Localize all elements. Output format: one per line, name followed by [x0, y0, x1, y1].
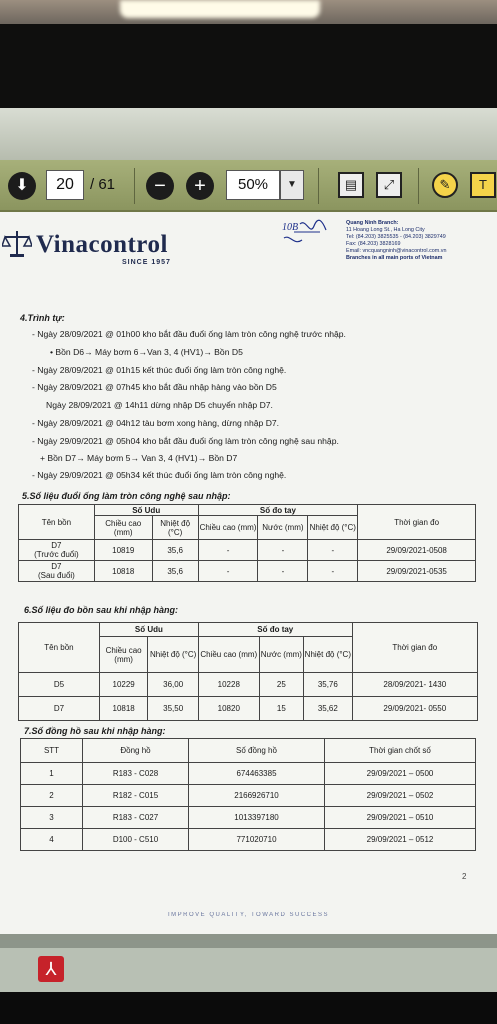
table-row [19, 697, 478, 721]
table6-cell-temp: 35,50 [148, 697, 199, 721]
table5-cell-tank: D7 (Sau đuổi) [19, 561, 95, 582]
table6-cell-temp: 36,00 [148, 673, 199, 697]
table-row [21, 785, 476, 807]
table5-cell-water: - [258, 540, 308, 561]
table7-cell-meter: R183 - C028 [83, 763, 189, 785]
table5-cell-water: - [258, 561, 308, 582]
table7-cell-reading: 674463385 [189, 763, 325, 785]
taskbar [0, 948, 497, 992]
footer-slogan: IMPROVE QUALITY, TOWARD SUCCESS [168, 912, 329, 918]
table5-cell-manual-temp: - [308, 561, 358, 582]
table6-cell-manual-height: 10820 [198, 697, 259, 721]
table7-cell-stt: 2 [21, 785, 83, 807]
table6-cell-water: 15 [259, 697, 303, 721]
table5-col-time: Thời gian đo [358, 505, 476, 540]
table7-cell-reading: 2166926710 [189, 785, 325, 807]
toolbar-separator [418, 168, 419, 204]
table6-cell-time: 28/09/2021- 1430 [352, 673, 477, 697]
branch-note: Branches in all main ports of Vietnam [346, 255, 443, 261]
table5-heading: 5.Số liệu đuổi ống làm tròn công nghệ sau nhập: [22, 491, 231, 501]
table7-cell-reading: 771020710 [189, 829, 325, 851]
pdf-toolbar [0, 160, 497, 212]
table5-cell-manual-temp: - [308, 540, 358, 561]
procedure-line: + Bồn D7→ Máy bơm 5→ Van 3, 4 (HV1)→ Bồn D7 [40, 453, 238, 463]
table7-cell-reading: 1013397180 [189, 807, 325, 829]
typewriter-tool-icon[interactable]: T [470, 172, 496, 198]
table7-cell-meter: R183 - C027 [83, 807, 189, 829]
table6-sub-temp: Nhiệt độ (°C) [148, 637, 199, 673]
table5-cell-tank: D7 (Trước đuổi) [19, 540, 95, 561]
procedure-line: - Ngày 28/09/2021 @ 07h45 kho bắt đầu nhập hàng vào bồn D5 [32, 382, 277, 392]
table6-cell-manual-height: 10228 [198, 673, 259, 697]
procedure-line: - Ngày 28/09/2021 @ 01h15 kết thúc đuổi ống làm tròn công nghệ. [32, 365, 287, 375]
pdf-page [0, 212, 497, 934]
table5-cell-time: 29/09/2021-0535 [358, 561, 476, 582]
table5-cell-temp: 35,6 [152, 540, 198, 561]
toolbar-separator [134, 168, 135, 204]
svg-text:10B: 10B [282, 222, 299, 233]
table5-cell-height: 10819 [94, 540, 152, 561]
table6-cell-manual-temp: 35,62 [304, 697, 353, 721]
monitor-bezel-bottom [0, 992, 497, 1024]
table7-cell-time: 29/09/2021 – 0510 [325, 807, 476, 829]
procedure-line: - Ngày 28/09/2021 @ 04h12 tàu bơm xong hàng, dừng nhập D7. [32, 418, 280, 428]
table-row [19, 673, 478, 697]
table7-cell-meter: D100 - C510 [83, 829, 189, 851]
table6-sub-manual-temp: Nhiệt độ (°C) [304, 637, 353, 673]
table7-col-stt: STT [21, 739, 83, 763]
comment-icon[interactable]: ✎ [432, 172, 458, 198]
table7-cell-stt: 3 [21, 807, 83, 829]
table-row [19, 561, 476, 582]
table6-cell-height: 10818 [99, 697, 148, 721]
table5-group-manual: Số đo tay [198, 505, 358, 516]
light-glow [120, 0, 320, 18]
table7-col-meter: Đồng hồ [83, 739, 189, 763]
procedure-line: - Ngày 29/09/2021 @ 05h34 kết thúc đuổi ống làm tròn công nghệ. [32, 470, 287, 480]
table7-cell-time: 29/09/2021 – 0512 [325, 829, 476, 851]
table5-sub-temp: Nhiệt độ (°C) [152, 516, 198, 540]
table7-cell-time: 29/09/2021 – 0500 [325, 763, 476, 785]
table5-sub-height: Chiều cao (mm) [94, 516, 152, 540]
table5-sub-manual-temp: Nhiệt độ (°C) [308, 516, 358, 540]
table6-col-tank: Tên bồn [19, 623, 100, 673]
table6-sub-height: Chiều cao (mm) [99, 637, 148, 673]
table6-cell-height: 10229 [99, 673, 148, 697]
zoom-in-icon[interactable]: + [186, 172, 214, 200]
logo-since: SINCE 1957 [122, 259, 171, 266]
window-title-area [0, 108, 497, 160]
table6-cell-water: 25 [259, 673, 303, 697]
table7-heading: 7.Số đồng hồ sau khi nhập hàng: [24, 726, 166, 736]
table6-col-time: Thời gian đo [352, 623, 477, 673]
table5-col-tank: Tên bồn [19, 505, 95, 540]
branch-title: Quang Ninh Branch: [346, 220, 399, 226]
page-total-label: / 61 [90, 176, 116, 193]
table7-meter-data [20, 738, 476, 851]
branch-tel: Tel: (84.203) 3825535 - (84.203) 3829749 [346, 234, 446, 240]
table6-heading: 6.Số liệu đo bồn sau khi nhập hàng: [24, 605, 179, 615]
handwritten-signature [280, 216, 328, 252]
table5-cell-height: 10818 [94, 561, 152, 582]
ceiling-light-area [0, 0, 497, 24]
table6-group-udu: Số Udu [99, 623, 198, 637]
table7-cell-stt: 4 [21, 829, 83, 851]
table-row [21, 807, 476, 829]
table5-cell-time: 29/09/2021-0508 [358, 540, 476, 561]
table5-purge-data [18, 504, 476, 582]
fit-page-icon[interactable]: ⤢ [376, 172, 402, 198]
vinacontrol-logo [2, 224, 202, 272]
table6-cell-tank: D5 [19, 673, 100, 697]
procedure-heading: 4.Trình tự: [20, 313, 65, 323]
table-row [19, 540, 476, 561]
branch-fax: Fax: (84.203) 3828169 [346, 241, 401, 247]
table5-cell-manual-height: - [198, 561, 258, 582]
branch-address: 11 Hoang Long St., Ha Long City [346, 227, 425, 233]
branch-email: Email: vncquangninh@vinacontrol.com.vn [346, 248, 447, 254]
next-page-down-icon[interactable]: ⬇ [8, 172, 36, 200]
procedure-line: - Ngày 28/09/2021 @ 01h00 kho bắt đầu đuổi ống làm tròn công nghệ trước nhập. [32, 329, 346, 339]
pdf-reader-icon[interactable]: ⅄ [38, 956, 64, 982]
table7-cell-stt: 1 [21, 763, 83, 785]
monitor-bezel-top [0, 24, 497, 108]
zoom-dropdown-arrow-icon[interactable]: ▼ [280, 170, 304, 200]
logo-wordmark: Vinacontrol [36, 231, 168, 258]
page-number: 2 [462, 872, 467, 881]
table7-cell-time: 29/09/2021 – 0502 [325, 785, 476, 807]
table5-sub-water: Nước (mm) [258, 516, 308, 540]
toolbar-separator [318, 168, 319, 204]
zoom-out-icon[interactable]: − [146, 172, 174, 200]
procedure-line: - Ngày 29/09/2021 @ 05h04 kho bắt đầu đuổi ống làm tròn công nghệ sau nhập. [32, 436, 339, 446]
table-row [21, 763, 476, 785]
table7-col-time: Thời gian chốt số [325, 739, 476, 763]
table7-col-reading: Số đồng hồ [189, 739, 325, 763]
table5-cell-manual-height: - [198, 540, 258, 561]
scales-logo-icon [2, 228, 32, 258]
table6-group-manual: Số đo tay [198, 623, 352, 637]
table5-cell-temp: 35,6 [152, 561, 198, 582]
procedure-line: • Bồn D6→ Máy bơm 6→Van 3, 4 (HV1)→ Bồn D5 [50, 347, 243, 357]
table5-group-udu: Số Udu [94, 505, 198, 516]
table6-sub-manual-height: Chiều cao (mm) [198, 637, 259, 673]
viewer-background [0, 934, 497, 948]
procedure-line: Ngày 28/09/2021 @ 14h11 dừng nhập D5 chuyển nhập D7. [46, 400, 273, 410]
table6-cell-manual-temp: 35,76 [304, 673, 353, 697]
table6-cell-tank: D7 [19, 697, 100, 721]
table6-cell-time: 29/09/2021- 0550 [352, 697, 477, 721]
zoom-level-field[interactable]: 50% [226, 170, 280, 200]
table5-sub-manual-height: Chiều cao (mm) [198, 516, 258, 540]
table6-sub-water: Nước (mm) [259, 637, 303, 673]
table7-cell-meter: R182 - C015 [83, 785, 189, 807]
branch-contact-block [346, 220, 446, 262]
table-row [21, 829, 476, 851]
page-number-input[interactable]: 20 [46, 170, 84, 200]
table6-tank-data [18, 622, 478, 721]
fit-width-icon[interactable]: ▤ [338, 172, 364, 198]
